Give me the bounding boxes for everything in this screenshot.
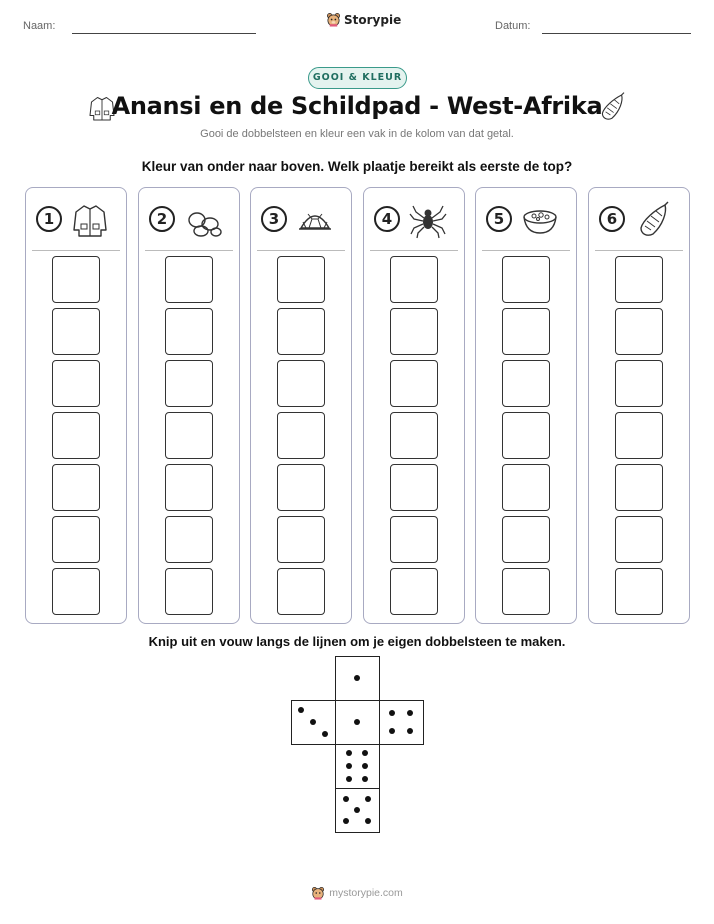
die-pip xyxy=(354,675,360,681)
die-pip xyxy=(346,763,352,769)
footer-url: mystorypie.com xyxy=(329,887,403,899)
color-box[interactable] xyxy=(52,308,100,355)
jacket-icon xyxy=(70,200,110,240)
color-box[interactable] xyxy=(390,412,438,459)
column-number: 1 xyxy=(36,206,62,232)
color-box[interactable] xyxy=(502,256,550,303)
spider-icon xyxy=(408,200,448,240)
brand-logo xyxy=(326,12,401,27)
stew-bowl-icon xyxy=(520,200,560,240)
die-face-1 xyxy=(335,700,380,745)
column-number: 6 xyxy=(599,206,625,232)
dice-column-3 xyxy=(250,187,352,624)
column-divider xyxy=(482,250,570,251)
die-face-1 xyxy=(335,656,380,701)
color-box[interactable] xyxy=(52,360,100,407)
die-face-4 xyxy=(379,700,424,745)
die-pip xyxy=(343,796,349,802)
dice-column-1 xyxy=(25,187,127,624)
die-pip xyxy=(343,818,349,824)
color-box[interactable] xyxy=(390,360,438,407)
column-divider xyxy=(595,250,683,251)
color-box[interactable] xyxy=(165,308,213,355)
color-box[interactable] xyxy=(52,568,100,615)
die-pip xyxy=(354,719,360,725)
color-box[interactable] xyxy=(502,516,550,563)
color-box[interactable] xyxy=(615,464,663,511)
die-pip xyxy=(362,750,368,756)
dice-column-2 xyxy=(138,187,240,624)
color-box[interactable] xyxy=(165,360,213,407)
column-divider xyxy=(370,250,458,251)
color-box[interactable] xyxy=(615,308,663,355)
storypie-bear-icon xyxy=(311,886,325,900)
color-box[interactable] xyxy=(502,464,550,511)
color-box[interactable] xyxy=(165,256,213,303)
color-box[interactable] xyxy=(277,360,325,407)
color-box[interactable] xyxy=(390,568,438,615)
color-box[interactable] xyxy=(52,464,100,511)
color-box[interactable] xyxy=(277,516,325,563)
die-face-5 xyxy=(335,788,380,833)
color-box[interactable] xyxy=(502,568,550,615)
color-box[interactable] xyxy=(502,360,550,407)
die-pip xyxy=(354,807,360,813)
die-pip xyxy=(362,776,368,782)
coloring-instruction: Kleur van onder naar boven. Welk plaatje bereikt als eerste de top? xyxy=(141,159,573,174)
color-box[interactable] xyxy=(615,360,663,407)
color-box[interactable] xyxy=(277,256,325,303)
brand-name: Storypie xyxy=(344,12,402,27)
name-label: Naam: xyxy=(23,20,56,32)
pine-cone-title-icon xyxy=(596,91,628,123)
color-box[interactable] xyxy=(52,256,100,303)
page-subtitle: Gooi de dobbelsteen en kleur een vak in de kolom van dat getal. xyxy=(200,128,514,140)
color-box[interactable] xyxy=(165,412,213,459)
color-box[interactable] xyxy=(615,568,663,615)
color-box[interactable] xyxy=(390,464,438,511)
pine-cone-icon xyxy=(633,200,673,240)
die-pip xyxy=(365,818,371,824)
cut-instruction: Knip uit en vouw langs de lijnen om je eigen dobbelsteen te maken. xyxy=(148,634,566,649)
column-number: 5 xyxy=(486,206,512,232)
color-box[interactable] xyxy=(165,568,213,615)
die-pip xyxy=(407,728,413,734)
color-box[interactable] xyxy=(502,308,550,355)
date-line xyxy=(542,33,691,34)
color-box[interactable] xyxy=(390,308,438,355)
color-box[interactable] xyxy=(615,412,663,459)
storypie-bear-icon xyxy=(326,12,341,27)
color-box[interactable] xyxy=(615,516,663,563)
stones-icon xyxy=(183,200,223,240)
page-title: Anansi en de Schildpad - West-Afrika xyxy=(111,92,603,120)
die-pip xyxy=(407,710,413,716)
color-box[interactable] xyxy=(502,412,550,459)
color-box[interactable] xyxy=(277,464,325,511)
die-face-6 xyxy=(335,744,380,789)
die-pip xyxy=(310,719,316,725)
column-number: 3 xyxy=(261,206,287,232)
die-pip xyxy=(346,750,352,756)
column-number: 4 xyxy=(374,206,400,232)
color-box[interactable] xyxy=(165,464,213,511)
dice-column-6 xyxy=(588,187,690,624)
column-divider xyxy=(32,250,120,251)
die-pip xyxy=(346,776,352,782)
date-label: Datum: xyxy=(495,20,531,32)
color-box[interactable] xyxy=(615,256,663,303)
name-line xyxy=(72,33,256,34)
die-pip xyxy=(298,707,304,713)
die-pip xyxy=(389,710,395,716)
column-number: 2 xyxy=(149,206,175,232)
color-box[interactable] xyxy=(52,516,100,563)
column-divider xyxy=(257,250,345,251)
color-box[interactable] xyxy=(52,412,100,459)
column-divider xyxy=(145,250,233,251)
die-pip xyxy=(389,728,395,734)
dice-column-4 xyxy=(363,187,465,624)
die-pip xyxy=(365,796,371,802)
color-box[interactable] xyxy=(277,568,325,615)
turtle-shell-icon xyxy=(295,200,335,240)
die-face-3 xyxy=(291,700,336,745)
footer xyxy=(0,886,714,900)
color-box[interactable] xyxy=(277,308,325,355)
color-box[interactable] xyxy=(390,516,438,563)
color-box[interactable] xyxy=(277,412,325,459)
die-pip xyxy=(362,763,368,769)
activity-badge: GOOI & KLEUR xyxy=(308,67,407,89)
die-pip xyxy=(322,731,328,737)
color-box[interactable] xyxy=(165,516,213,563)
dice-column-5 xyxy=(475,187,577,624)
color-box[interactable] xyxy=(390,256,438,303)
